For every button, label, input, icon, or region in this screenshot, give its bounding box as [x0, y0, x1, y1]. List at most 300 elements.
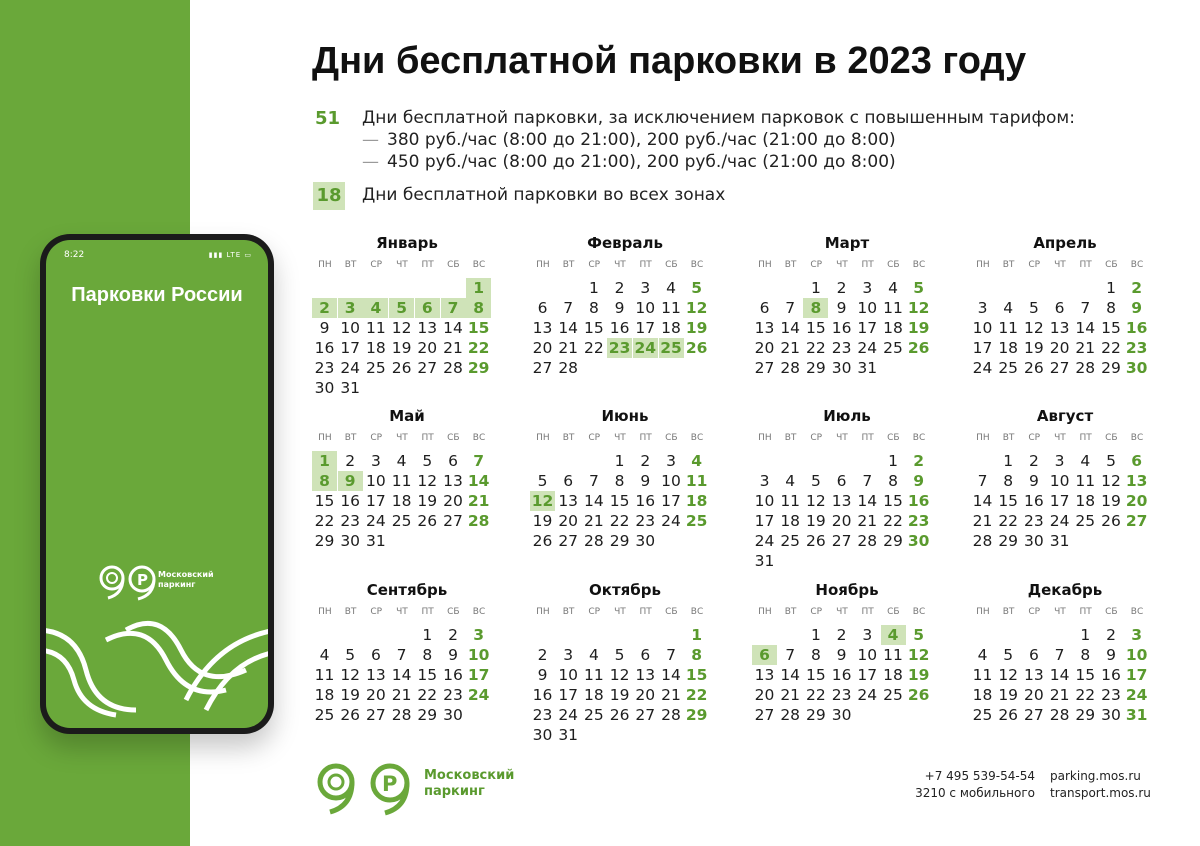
legend-tariff-2	[362, 152, 896, 172]
calendar-day: 7	[563, 299, 574, 317]
weekday-label: ЧТ	[614, 433, 626, 443]
calendar-day: 29	[685, 706, 708, 724]
calendar-day: 29	[1075, 706, 1096, 724]
calendar-day: 30	[831, 359, 852, 377]
weekday-label: ПН	[758, 260, 772, 270]
weekday-label: ЧТ	[614, 607, 626, 617]
calendar-day: 1	[588, 279, 599, 297]
calendar-day: 30	[443, 706, 463, 724]
weekday-label: ПТ	[1079, 433, 1092, 443]
calendar-day: 14	[584, 492, 604, 510]
calendar-day: 12	[531, 492, 554, 510]
calendar-day: 3	[640, 279, 651, 297]
calendar-day: 24	[340, 359, 361, 377]
calendar-day: 5	[691, 279, 703, 297]
calendar-day: 13	[366, 666, 386, 684]
calendar-day: 22	[998, 512, 1019, 530]
calendar-day: 14	[780, 319, 801, 337]
calendar-day: 9	[1106, 646, 1116, 664]
weekday-label: ПН	[976, 260, 990, 270]
calendar-day: 16	[1024, 492, 1044, 510]
calendar-day: 31	[857, 359, 878, 377]
calendar-day: 27	[831, 532, 852, 550]
calendar-day: 16	[831, 319, 852, 337]
calendar-day: 5	[537, 472, 548, 490]
calendar-day: 9	[640, 472, 651, 490]
calendar-day: 21	[780, 686, 801, 704]
calendar-day: 22	[467, 339, 490, 357]
weekday-label: ЧТ	[1054, 607, 1066, 617]
weekday-label: ЧТ	[1054, 260, 1066, 270]
calendar-day: 6	[1028, 646, 1039, 664]
weekday-label: ПН	[976, 433, 990, 443]
calendar-day: 31	[754, 552, 775, 570]
calendar-day: 19	[1101, 492, 1121, 510]
calendar-day: 15	[1075, 666, 1096, 684]
calendar-day: 21	[972, 512, 993, 530]
weekday-label: ВТ	[562, 433, 575, 443]
footer-logo-icon	[312, 758, 418, 818]
calendar-day: 26	[391, 359, 412, 377]
phone-app-title: Парковки России	[71, 284, 243, 306]
calendar-day: 21	[443, 339, 463, 357]
calendar-day: 27	[532, 359, 553, 377]
weekday-label: ПТ	[861, 433, 874, 443]
calendar-day: 4	[588, 646, 599, 664]
calendar-day: 1	[691, 626, 703, 644]
calendar-day: 9	[338, 471, 363, 491]
month-name: Май	[389, 407, 425, 425]
weekday-label: ПН	[976, 607, 990, 617]
calendar-day: 19	[998, 686, 1019, 704]
calendar-day: 8	[614, 472, 625, 490]
calendar-day: 20	[532, 339, 553, 357]
calendar-day: 3	[759, 472, 770, 490]
calendar-day: 14	[661, 666, 681, 684]
weekday-label: ЧТ	[396, 260, 408, 270]
weekday-label: ВС	[690, 607, 704, 617]
calendar-day: 25	[660, 339, 682, 357]
calendar-day: 26	[806, 532, 826, 550]
calendar-day: 23	[907, 512, 930, 530]
calendar-day: 14	[443, 319, 463, 337]
calendar-day: 16	[340, 492, 361, 510]
calendar-day: 4	[691, 452, 703, 470]
calendar-day: 24	[661, 512, 681, 530]
calendar-day: 17	[366, 492, 386, 510]
calendar-day: 20	[831, 512, 852, 530]
calendar-day: 19	[1024, 339, 1044, 357]
calendar-day: 12	[391, 319, 412, 337]
calendar-day: 1	[1003, 452, 1014, 470]
calendar-day: 17	[558, 686, 579, 704]
weekday-label: ПТ	[639, 260, 652, 270]
calendar-day: 21	[1075, 339, 1096, 357]
calendar-day: 25	[780, 532, 801, 550]
calendar-day: 4	[1080, 452, 1091, 470]
calendar-day: 15	[998, 492, 1019, 510]
calendar-day: 19	[609, 686, 630, 704]
calendar-day: 2	[1106, 626, 1116, 644]
calendar-day: 29	[1101, 359, 1121, 377]
calendar-day: 1	[422, 626, 433, 644]
calendar-day: 5	[1003, 646, 1014, 664]
calendar-day: 12	[907, 646, 930, 664]
phone-brand-line1: Московский	[158, 570, 214, 579]
calendar-day: 13	[1125, 472, 1148, 490]
weekday-label: ВС	[1130, 607, 1144, 617]
calendar-day: 13	[532, 319, 553, 337]
calendar-day: 3	[338, 298, 363, 318]
calendar-day: 12	[685, 299, 708, 317]
calendar-day: 10	[1125, 646, 1148, 664]
weekday-label: СБ	[887, 260, 900, 270]
calendar-day: 20	[754, 686, 775, 704]
calendar-day: 13	[831, 492, 852, 510]
calendar-day: 10	[558, 666, 579, 684]
calendar-day: 2	[1131, 279, 1143, 297]
calendar-day: 13	[635, 666, 656, 684]
calendar-day: 17	[635, 319, 656, 337]
calendar-day: 2	[448, 626, 458, 644]
calendar-day: 9	[319, 319, 330, 337]
weekday-label: ПТ	[639, 433, 652, 443]
calendar-day: 30	[532, 726, 553, 744]
calendar-day: 17	[1125, 666, 1148, 684]
calendar-day: 14	[972, 492, 993, 510]
calendar-day: 15	[883, 492, 903, 510]
weekday-label: ЧТ	[614, 260, 626, 270]
weekday-label: ВТ	[784, 607, 797, 617]
calendar-day: 25	[883, 339, 903, 357]
weekday-label: ПТ	[421, 607, 434, 617]
calendar-day: 30	[907, 532, 930, 550]
svg-text:P: P	[137, 571, 148, 589]
month-name: Сентябрь	[366, 581, 448, 599]
calendar-day: 16	[443, 666, 463, 684]
calendar-day: 4	[785, 472, 796, 490]
calendar-day: 7	[1080, 299, 1091, 317]
calendar-day: 2	[913, 452, 925, 470]
weekday-label: СБ	[665, 433, 678, 443]
weekday-label: СР	[1028, 260, 1041, 270]
calendar-day: 6	[752, 645, 777, 665]
calendar-day: 22	[314, 512, 335, 530]
calendar-day: 8	[691, 646, 703, 664]
calendar-day: 24	[1049, 512, 1070, 530]
calendar-day: 11	[366, 319, 386, 337]
calendar-day: 7	[666, 646, 676, 664]
weekday-label: ВТ	[1002, 260, 1015, 270]
calendar-day: 29	[806, 359, 826, 377]
calendar-day: 29	[609, 532, 630, 550]
weekday-label: ВТ	[562, 607, 575, 617]
calendar-day: 12	[806, 492, 826, 510]
calendar-day: 24	[754, 532, 775, 550]
calendar-day: 27	[366, 706, 386, 724]
calendar-day: 17	[857, 666, 878, 684]
calendar-day: 27	[1125, 512, 1148, 530]
calendar-day: 3	[1131, 626, 1143, 644]
calendar-day: 12	[417, 472, 438, 490]
calendar-day: 13	[417, 319, 438, 337]
calendar-day: 20	[1024, 686, 1044, 704]
calendar-day: 9	[1028, 472, 1039, 490]
decorative-waves-icon	[46, 610, 268, 728]
calendar-day: 19	[685, 319, 708, 337]
footer-brand-line2: паркинг	[424, 784, 485, 799]
calendar-day: 8	[588, 299, 599, 317]
calendar-day: 16	[1101, 666, 1121, 684]
calendar-day: 6	[1054, 299, 1065, 317]
calendar-day: 27	[443, 512, 463, 530]
calendar-day: 8	[466, 298, 491, 318]
calendar-day: 26	[340, 706, 361, 724]
weekday-label: ПН	[536, 260, 550, 270]
calendar-day: 3	[473, 626, 485, 644]
phone-network: LTE	[226, 251, 242, 259]
calendar-day: 24	[1125, 686, 1148, 704]
calendar-day: 25	[584, 706, 604, 724]
calendar-day: 22	[609, 512, 630, 530]
calendar-day: 3	[370, 452, 381, 470]
month-name: Ноябрь	[815, 581, 879, 599]
calendar-day: 24	[634, 339, 657, 357]
calendar-day: 1	[1080, 626, 1091, 644]
calendar-day: 24	[857, 686, 878, 704]
weekday-label: ПТ	[639, 607, 652, 617]
weekday-label: ПН	[536, 433, 550, 443]
calendar-day: 5	[913, 279, 925, 297]
calendar-day: 13	[754, 666, 775, 684]
weekday-label: ВС	[912, 607, 926, 617]
calendar-day: 5	[1106, 452, 1116, 470]
phone-signal-status: ▮▮▮ LTE ▭	[208, 251, 252, 259]
calendar-day: 25	[391, 512, 412, 530]
calendar-day: 30	[1101, 706, 1121, 724]
calendar-day: 21	[467, 492, 490, 510]
calendar-day: 6	[836, 472, 847, 490]
calendar-day: 11	[883, 646, 903, 664]
calendar-day: 20	[754, 339, 775, 357]
calendar-day: 24	[558, 706, 579, 724]
weekday-label: ВТ	[784, 260, 797, 270]
calendar-day: 1	[888, 452, 898, 470]
calendar-day: 3	[1054, 452, 1065, 470]
calendar-day: 29	[806, 706, 826, 724]
calendar-day: 26	[907, 339, 930, 357]
calendar-day: 11	[584, 666, 604, 684]
calendar-day: 3	[666, 452, 676, 470]
calendar-day: 25	[314, 706, 335, 724]
calendar-day: 26	[532, 532, 553, 550]
calendar-day: 26	[1024, 359, 1044, 377]
calendar-day: 20	[443, 492, 463, 510]
calendar-day: 9	[448, 646, 458, 664]
calendar-day: 19	[532, 512, 553, 530]
footer-phone-number[interactable]: +7 495 539-54-54	[924, 769, 1035, 783]
calendar-day: 14	[857, 492, 878, 510]
legend-tariff-2-text: 450 руб./час (8:00 до 21:00), 200 руб./час (21:00 до 8:00)	[387, 152, 896, 172]
calendar-day: 12	[340, 666, 361, 684]
weekday-label: ЧТ	[836, 607, 848, 617]
month-name: Август	[1036, 407, 1094, 425]
calendar-day: 28	[467, 512, 490, 530]
calendar-day: 12	[1024, 319, 1044, 337]
weekday-label: ЧТ	[836, 433, 848, 443]
weekday-label: ПН	[318, 260, 332, 270]
calendar-day: 24	[857, 339, 878, 357]
weekday-label: СР	[588, 607, 601, 617]
legend-count-all: 18	[313, 182, 345, 210]
calendar-day: 23	[340, 512, 361, 530]
calendar-day: 15	[806, 319, 826, 337]
calendar-day: 11	[661, 299, 681, 317]
legend-tariff-1-text: 380 руб./час (8:00 до 21:00), 200 руб./час (21:00 до 8:00)	[387, 130, 896, 150]
calendar-day: 8	[810, 646, 821, 664]
calendar-day: 20	[417, 339, 438, 357]
calendar-day: 15	[584, 319, 604, 337]
calendar-day: 21	[391, 686, 412, 704]
calendar-day: 27	[754, 359, 775, 377]
calendar-day: 28	[1049, 706, 1070, 724]
calendar-day: 26	[685, 339, 708, 357]
calendar-day: 9	[614, 299, 625, 317]
calendar-day: 11	[1075, 472, 1096, 490]
calendar-day: 4	[881, 625, 906, 645]
calendar-day: 20	[558, 512, 579, 530]
calendar-day: 6	[563, 472, 574, 490]
calendar-day: 2	[614, 279, 625, 297]
footer-site-parking-link[interactable]: parking.mos.ru	[1050, 769, 1141, 783]
calendar-day: 3	[862, 626, 873, 644]
calendar-day: 3	[977, 299, 988, 317]
calendar-day: 21	[584, 512, 604, 530]
calendar-day: 14	[391, 666, 412, 684]
calendar-day: 17	[857, 319, 878, 337]
calendar-day: 7	[785, 299, 796, 317]
calendar-day: 15	[1101, 319, 1121, 337]
weekday-label: ПН	[758, 433, 772, 443]
calendar-day: 16	[314, 339, 335, 357]
month-name: Апрель	[1033, 234, 1097, 252]
calendar-day: 12	[998, 666, 1019, 684]
calendar-day: 22	[806, 686, 826, 704]
calendar-day: 18	[780, 512, 801, 530]
calendar-day: 31	[1049, 532, 1070, 550]
calendar-day: 8	[1003, 472, 1014, 490]
calendar-day: 15	[417, 666, 438, 684]
calendar-day: 6	[640, 646, 651, 664]
calendar-day: 30	[1125, 359, 1148, 377]
calendar-day: 31	[1125, 706, 1148, 724]
calendar-day: 7	[977, 472, 988, 490]
calendar-day: 27	[1024, 706, 1044, 724]
weekday-label: ВТ	[344, 607, 357, 617]
calendar-day: 16	[532, 686, 553, 704]
weekday-label: СР	[810, 433, 823, 443]
weekday-label: ЧТ	[1054, 433, 1066, 443]
calendar-day: 18	[314, 686, 335, 704]
calendar-day: 10	[754, 492, 775, 510]
calendar-day: 15	[467, 319, 490, 337]
weekday-label: ПТ	[421, 433, 434, 443]
calendar-day: 17	[661, 492, 681, 510]
footer-websites	[1050, 768, 1151, 802]
calendar-day: 6	[1131, 452, 1143, 470]
calendar-day: 18	[584, 686, 604, 704]
calendar-day: 8	[1106, 299, 1116, 317]
calendar-day: 23	[831, 339, 852, 357]
calendar-day: 21	[661, 686, 681, 704]
calendar-day: 23	[1125, 339, 1148, 357]
weekday-label: ПТ	[1079, 260, 1092, 270]
weekday-label: ВТ	[562, 260, 575, 270]
calendar-day: 1	[312, 451, 337, 471]
calendar-day: 11	[998, 319, 1019, 337]
calendar-day: 11	[391, 472, 412, 490]
calendar-day: 23	[1101, 686, 1121, 704]
weekday-label: ВТ	[344, 433, 357, 443]
calendar-day: 15	[806, 666, 826, 684]
calendar-day: 26	[609, 706, 630, 724]
page-title: Дни бесплатной парковки в 2023 году	[312, 40, 1027, 82]
calendar-day: 23	[831, 686, 852, 704]
calendar-day: 9	[913, 472, 925, 490]
weekday-label: СР	[1028, 433, 1041, 443]
calendar-day: 6	[537, 299, 548, 317]
calendar-day: 23	[608, 339, 631, 357]
calendar-day: 21	[857, 512, 878, 530]
calendar-day: 1	[810, 626, 821, 644]
calendar-day: 18	[883, 319, 903, 337]
calendar-day: 6	[448, 452, 458, 470]
calendar-day: 10	[972, 319, 993, 337]
calendar-day: 14	[780, 666, 801, 684]
calendar-day: 15	[609, 492, 630, 510]
footer-brand-line1: Московский	[424, 768, 515, 783]
calendar-day: 19	[340, 686, 361, 704]
weekday-label: ВТ	[344, 260, 357, 270]
calendar-day: 4	[1003, 299, 1014, 317]
calendar-day: 18	[366, 339, 386, 357]
weekday-label: ПТ	[421, 260, 434, 270]
weekday-label: ЧТ	[396, 607, 408, 617]
calendar-day: 18	[998, 339, 1019, 357]
calendar-day: 14	[558, 319, 579, 337]
calendar-day: 17	[754, 512, 775, 530]
calendar-day: 20	[635, 686, 656, 704]
calendar-day: 11	[780, 492, 801, 510]
calendar-day: 21	[780, 339, 801, 357]
calendar-day: 16	[609, 319, 630, 337]
calendar-day: 1	[1106, 279, 1116, 297]
calendar-day: 5	[345, 646, 356, 664]
footer-site-transport-link[interactable]: transport.mos.ru	[1050, 786, 1151, 800]
calendar-day: 14	[1075, 319, 1096, 337]
calendar-day: 31	[366, 532, 386, 550]
calendar-day: 9	[1131, 299, 1143, 317]
calendar-day: 25	[972, 706, 993, 724]
calendar-day: 12	[907, 299, 930, 317]
calendar-day: 6	[759, 299, 770, 317]
phone-time: 8:22	[64, 250, 85, 260]
calendar-day: 14	[467, 472, 490, 490]
calendar-day: 30	[635, 532, 656, 550]
calendar-day: 18	[972, 686, 993, 704]
calendar-day: 2	[836, 626, 847, 644]
weekday-label: ВС	[1130, 260, 1144, 270]
